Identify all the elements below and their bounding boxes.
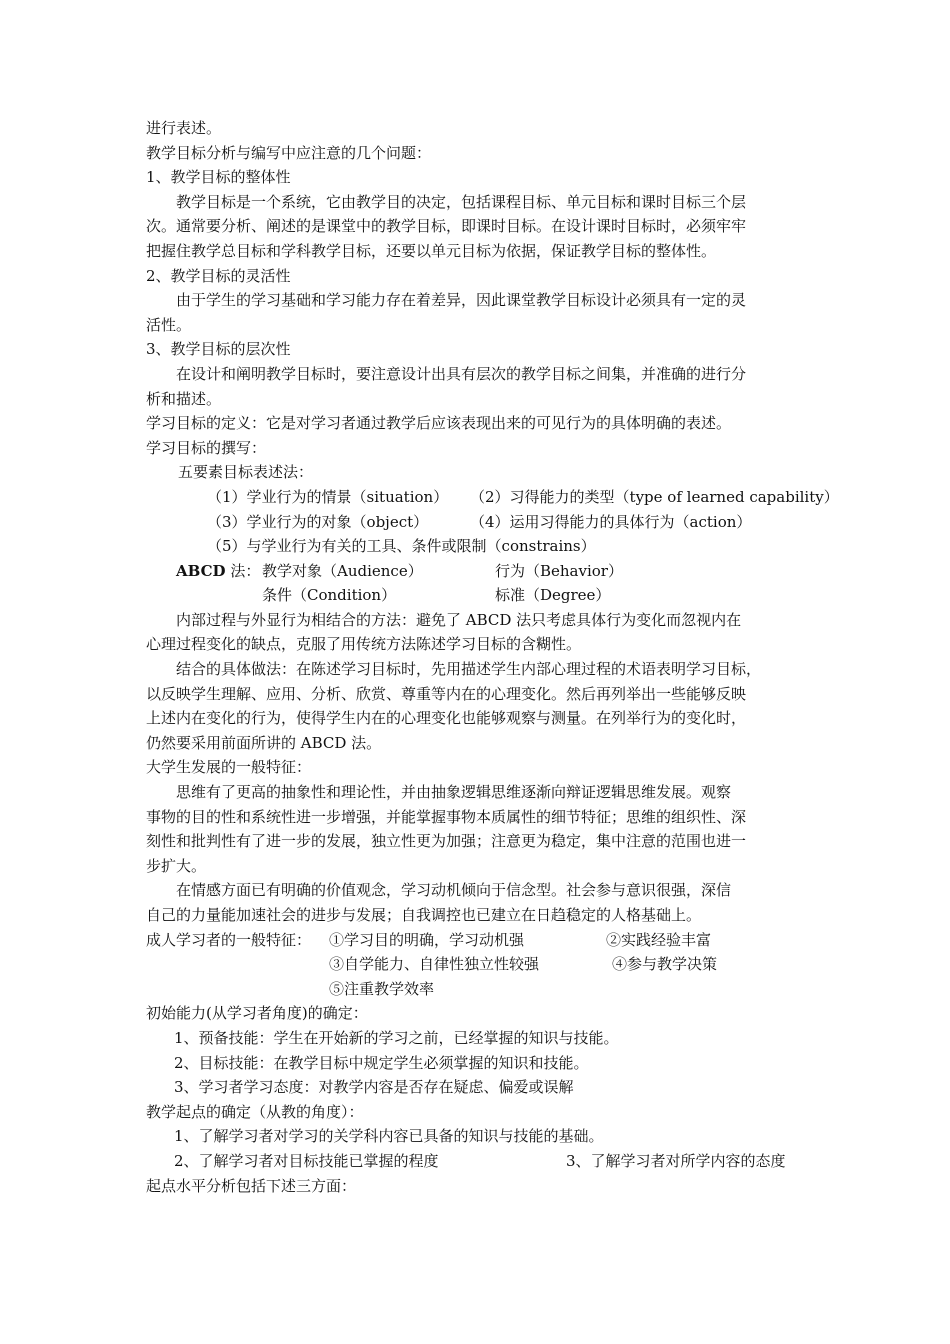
method-heading: 五要素目标表述法： xyxy=(178,463,314,482)
five-element-row xyxy=(146,485,839,510)
section-heading: 学习目标的撰写： xyxy=(146,438,267,457)
subheading: 1、教学目标的整体性 xyxy=(146,168,291,187)
adult-feature-3: ③自学能力、自律性独立性较强 xyxy=(329,955,540,974)
paragraph-line: 仍然要采用前面所讲的 ABCD 法。 xyxy=(146,733,382,752)
paragraph-line: 把握住教学总目标和学科教学目标，还要以单元目标为依据，保证教学目标的整体性。 xyxy=(146,241,717,260)
element-capability: （2）习得能力的类型（type of learned capability） xyxy=(470,487,839,506)
list-item: 3、了解学习者对所学内容的态度 xyxy=(566,1151,786,1170)
abcd-degree: 标准（Degree） xyxy=(495,586,611,605)
adult-feature-row xyxy=(146,952,808,977)
section-heading: 大学生发展的一般特征： xyxy=(146,758,312,777)
element-situation: （1）学业行为的情景（situation） xyxy=(207,487,449,506)
paragraph-line: 活性。 xyxy=(146,315,192,334)
five-element-row xyxy=(146,510,808,535)
adult-label: 成人学习者的一般特征： xyxy=(146,930,312,949)
list-item-row xyxy=(146,1149,808,1174)
abcd-label: ABCD 法： xyxy=(176,561,261,580)
element-constrains: （5）与学业行为有关的工具、条件或限制（constrains） xyxy=(207,537,596,556)
adult-feature-5: ⑤注重教学效率 xyxy=(329,979,435,998)
five-element-row xyxy=(146,534,808,559)
list-item: 2、了解学习者对目标技能已掌握的程度 xyxy=(174,1151,439,1170)
abcd-row xyxy=(146,559,808,584)
list-item: 1、了解学习者对学习的关学科内容已具备的知识与技能的基础。 xyxy=(174,1127,604,1146)
list-item: 3、学习者学习态度：对教学内容是否存在疑虑、偏爱或误解 xyxy=(174,1078,574,1097)
element-object: （3）学业行为的对象（object） xyxy=(207,512,429,531)
text-line: 进行表述。 xyxy=(146,119,222,137)
paragraph-line: 析和描述。 xyxy=(146,389,222,408)
adult-feature-1: ①学习目的明确，学习动机强 xyxy=(329,930,525,949)
paragraph-line: 内部过程与外显行为相结合的方法：避免了 ABCD 法只考虑具体行为变化而忽视内在 xyxy=(176,610,742,629)
list-item: 2、目标技能：在教学目标中规定学生必须掌握的知识和技能。 xyxy=(174,1053,589,1072)
abcd-audience: 教学对象（Audience） xyxy=(262,561,423,580)
paragraph-line: 步扩大。 xyxy=(146,856,207,875)
paragraph-line: 由于学生的学习基础和学习能力存在着差异，因此课堂教学目标设计必须具有一定的灵 xyxy=(176,291,747,310)
paragraph-line: 思维有了更高的抽象性和理论性，并由抽象逻辑思维逐渐向辩证逻辑思维发展。观察 xyxy=(176,783,732,802)
subheading: 3、教学目标的层次性 xyxy=(146,340,291,359)
adult-feature-2: ②实践经验丰富 xyxy=(606,930,712,949)
abcd-condition: 条件（Condition） xyxy=(262,586,397,605)
abcd-behavior: 行为（Behavior） xyxy=(495,561,623,580)
paragraph-line: 上述内在变化的行为，使得学生内在的心理变化也能够观察与测量。在列举行为的变化时， xyxy=(146,709,747,728)
element-action: （4）运用习得能力的具体行为（action） xyxy=(470,512,752,531)
paragraph-line: 心理过程变化的缺点，克服了用传统方法陈述学习目标的含糊性。 xyxy=(146,635,582,654)
paragraph-line: 事物的目的性和系统性进一步增强，并能掌握事物本质属性的细节特征；思维的组织性、深 xyxy=(146,807,747,826)
section-heading: 教学起点的确定（从教的角度）： xyxy=(146,1102,364,1121)
paragraph-line: 结合的具体做法：在陈述学习目标时，先用描述学生内部心理过程的术语表明学习目标， xyxy=(176,660,762,679)
abcd-row xyxy=(146,583,808,608)
paragraph-line: 在情感方面已有明确的价值观念，学习动机倾向于信念型。社会参与意识很强，深信 xyxy=(176,881,732,900)
adult-feature-row xyxy=(146,977,808,1002)
adult-feature-4: ④参与教学决策 xyxy=(612,955,718,974)
paragraph-line: 刻性和批判性有了进一步的发展，独立性更为加强；注意更为稳定，集中注意的范围也进一 xyxy=(146,832,747,851)
paragraph-line: 在设计和阐明教学目标时，要注意设计出具有层次的教学目标之间集，并准确的进行分 xyxy=(176,364,747,383)
list-item: 1、预备技能：学生在开始新的学习之前，已经掌握的知识与技能。 xyxy=(174,1028,619,1047)
section-heading: 初始能力(从学习者角度)的确定： xyxy=(146,1004,368,1023)
document-body xyxy=(146,116,839,1198)
subheading: 2、教学目标的灵活性 xyxy=(146,266,291,285)
section-heading: 起点水平分析包括下述三方面： xyxy=(146,1176,357,1195)
paragraph-line: 次。通常要分析、阐述的是课堂中的教学目标，即课时目标。在设计课时目标时，必须牢牢 xyxy=(146,217,747,236)
paragraph-line: 自己的力量能加速社会的进步与发展；自我调控也已建立在日趋稳定的人格基础上。 xyxy=(146,906,702,924)
paragraph-line: 以反映学生理解、应用、分析、欣赏、尊重等内在的心理变化。然后再列举出一些能够反映 xyxy=(146,684,747,703)
paragraph-line: 教学目标是一个系统，它由教学目的决定，包括课程目标、单元目标和课时目标三个层 xyxy=(176,192,747,211)
adult-feature-row xyxy=(146,928,808,953)
definition-line: 学习目标的定义：它是对学习者通过教学后应该表现出来的可见行为的具体明确的表述。 xyxy=(146,414,732,433)
section-heading: 教学目标分析与编写中应注意的几个问题： xyxy=(146,143,432,162)
